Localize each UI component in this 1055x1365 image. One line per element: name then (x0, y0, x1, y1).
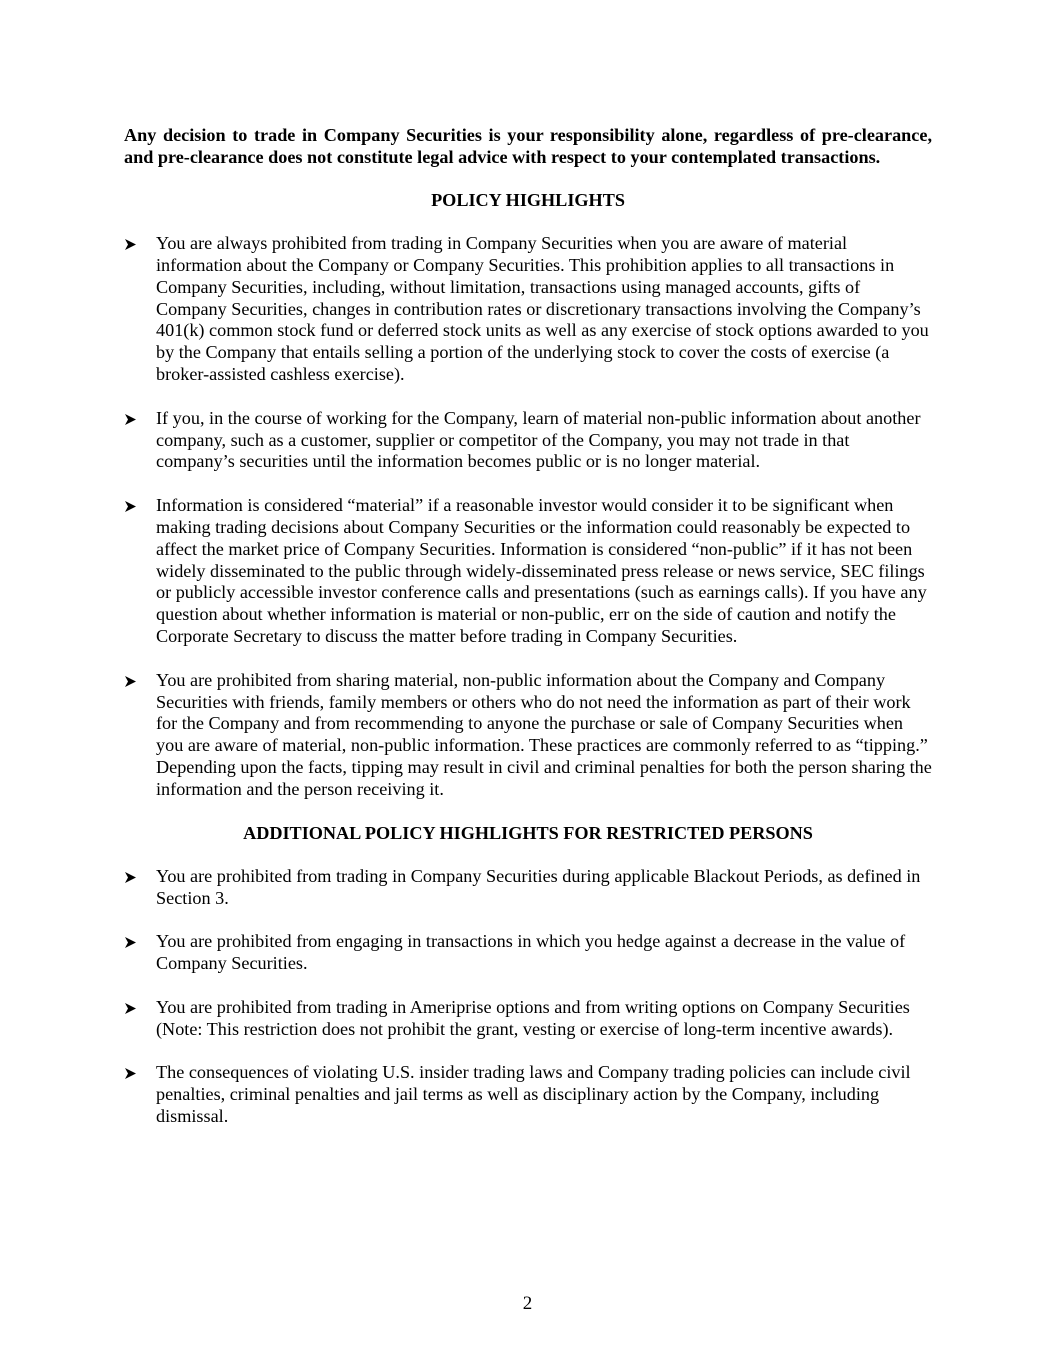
restricted-persons-list (124, 866, 932, 1128)
arrowhead-bullet-icon (124, 408, 138, 430)
list-item (124, 931, 932, 975)
restricted-persons-heading: ADDITIONAL POLICY HIGHLIGHTS FOR RESTRICTED PERSONS (243, 822, 813, 843)
list-item (124, 495, 932, 648)
list-item (124, 997, 932, 1041)
list-item (124, 670, 932, 801)
arrowhead-bullet-icon (124, 233, 138, 255)
list-item-text: You are prohibited from trading in Company Securities during applicable Blackout Periods, as defined in Section 3. (156, 865, 921, 908)
arrowhead-bullet-icon (124, 866, 138, 888)
policy-highlights-list (124, 233, 932, 801)
arrowhead-bullet-icon (124, 931, 138, 953)
arrowhead-bullet-icon (124, 997, 138, 1019)
list-item-text: You are always prohibited from trading in Company Securities when you are aware of material information about the Company or Company Securities. This prohibition applies to all transactions in Company Securities, including, without limitation, transactions using managed accounts, gifts of Company Securities, changes in contribution rates or discretionary transactions involving the Company’s 401(k) common stock fund or deferred stock units as well as any exercise of stock options awarded to you by the Company that entails selling a portion of the underlying stock to cover the costs of exercise (a broker-assisted cashless exercise). (156, 233, 929, 385)
list-item (124, 233, 932, 386)
list-item-text: You are prohibited from sharing material, non-public information about the Company and Company Securities with friends, family members or others who do not need the information as part of their work for the Company and from recommending to anyone the purchase or sale of Company Securities when you are aware of material, non-public information. These practices are commonly referred to as “tipping.” Depending upon the facts, tipping may result in civil and criminal penalties for both the person sharing the information and the person receiving it. (156, 669, 932, 799)
list-item-text: You are prohibited from trading in Ameriprise options and from writing options on Company Securities (Note: This restriction does not prohibit the grant, vesting or exercise of long-term incentive awards). (156, 996, 910, 1039)
list-item-text: You are prohibited from engaging in transactions in which you hedge against a decrease in the value of Company Securities. (156, 931, 906, 974)
list-item (124, 408, 932, 474)
policy-highlights-heading: POLICY HIGHLIGHTS (431, 190, 625, 210)
arrowhead-bullet-icon (124, 495, 138, 517)
list-item-text: If you, in the course of working for the Company, learn of material non-public information about another company, such as a customer, supplier or competitor of the Company, you may not trade in that company’s securities until the information becomes public or is no longer material. (156, 407, 921, 472)
page-number: 2 (522, 1293, 533, 1314)
intro-paragraph: Any decision to trade in Company Securities is your responsibility alone, regardless of pre-clearance, and pre-clearance does not constitute legal advice with respect to your contemplated transactions. (124, 125, 932, 167)
arrowhead-bullet-icon (124, 670, 138, 692)
page-content (124, 124, 932, 1128)
arrowhead-bullet-icon (124, 1062, 138, 1084)
list-item-text: The consequences of violating U.S. insider trading laws and Company trading policies can include civil penalties, criminal penalties and jail terms as well as disciplinary action by the Company, including dismissal. (156, 1062, 911, 1126)
list-item (124, 1062, 932, 1128)
list-item-text: Information is considered “material” if a reasonable investor would consider it to be significant when making trading decisions about Company Securities or the information could reasonably be expected to affect the market price of Company Securities. Information is considered “non-public” if it has not been widely disseminated to the public through widely-disseminated press release or news service, SEC filings or publicly accessible investor conference calls and presentations (such as earnings calls). If you have any question about whether information is material or non-public, err on the side of caution and notify the Corporate Secretary to discuss the matter before trading in Company Securities. (156, 495, 927, 647)
list-item (124, 866, 932, 910)
